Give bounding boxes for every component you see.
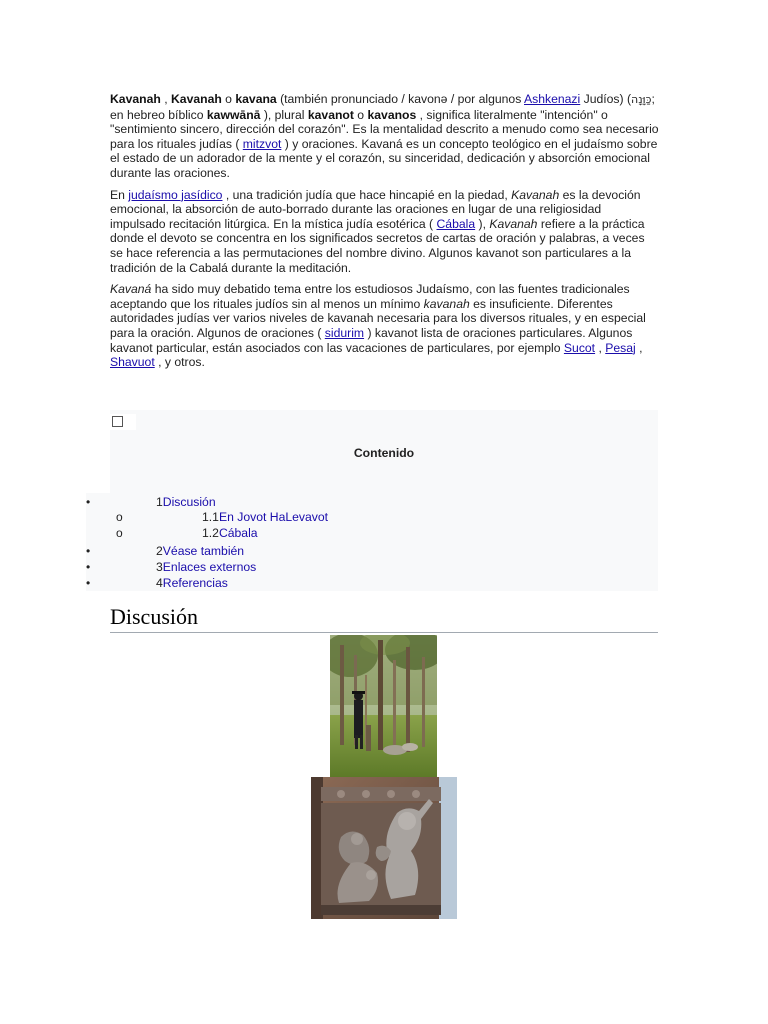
toc-number: 1.2 [202,526,219,540]
text: , significa literalmente "intención" o "sentimiento sincero, dirección del corazón". Es la mentalidad descrito a menudo como sea necesario para los rituales judías ( [110,107,659,151]
text: ), [475,216,490,231]
bullet-icon: • [86,576,91,590]
toc-toggle-checkbox[interactable] [110,414,136,430]
article-body [110,92,660,377]
circle-bullet-icon: o [116,526,123,540]
text: es la devoción emocional, la absorción de auto-borrado durante las oraciones en lugar de una religiosidad impulsado recitación litúrgica. En la mística judía esotérica ( [110,187,641,231]
toc-link[interactable]: En Jovot HaLevavot [218,510,329,524]
toc-number: 1.1 [202,510,219,524]
toc-number: 2 [156,544,163,558]
term-bold: Kavanah [110,92,161,106]
text: ) y oraciones. Kavaná es un concepto teológico en el judaísmo sobre el estado de un adorador de la mente y el corazón, su sinceridad, dedicación y absorción emocional durante las oraciones. [110,136,658,180]
text: o [221,92,236,106]
text: ), plural [260,107,308,122]
toc-gap [86,475,110,493]
text: , [635,340,643,355]
link-ashkenazi[interactable]: Ashkenazi [524,92,581,106]
text: refiere a la práctica donde el devoto se concentra en los significados secretos de cartas de oración y palabras, a veces se hace referencia a las permutaciones del nombre divino. Algunos kavanot son particulares a la tradición de la Cabalá durante la meditación. [110,216,645,275]
text: En [110,187,129,202]
bullet-icon: • [86,495,91,509]
term-bold: kavanot [307,107,354,122]
paragraph-debate [110,282,660,370]
text: , [595,340,606,355]
term-bold: kavana [235,92,277,106]
text: , y otros. [154,355,205,370]
toc-item[interactable] [86,544,245,558]
link-cabala[interactable]: Cábala [436,216,476,231]
toc-number: 1 [156,495,163,509]
term-italic: Kavanah [511,187,560,202]
table-of-contents [86,410,658,591]
toc-subitem[interactable] [116,510,329,524]
text: o [353,107,368,122]
link-pesaj[interactable]: Pesaj [605,340,636,355]
toc-link[interactable]: Véase también [162,544,245,558]
link-mitzvot[interactable]: mitzvot [242,136,282,151]
term-italic: Kavaná [110,282,152,297]
text: , [160,92,171,106]
text: ; en hebreo bíblico [110,92,655,122]
link-sucot[interactable]: Sucot [563,340,596,355]
toc-number: 4 [156,576,163,590]
toc-subitem[interactable] [116,526,258,540]
text: ) kavanot lista de oraciones particulares. Algunos kavanot particular, están asociados con las vacaciones de particulares, por ejemplo [110,325,633,355]
term-bold: Kavanah [170,92,222,106]
text: , una tradición judía que hace hincapié en la piedad, [222,187,512,202]
toc-gap [86,410,110,475]
forest-prayer-image [330,635,437,777]
section-heading: Discusión [110,604,658,633]
term-bold: kavanos [367,107,417,122]
hebrew-word: כַּוָּנָה [631,93,652,106]
term-bold: kawwānā [206,107,261,122]
link-judaismo-jasidico[interactable]: judaísmo jasídico [128,187,223,202]
term-italic: kavanah [423,296,470,311]
bullet-icon: • [86,560,91,574]
paragraph-hasidic [110,188,660,276]
toc-item[interactable] [86,495,216,509]
toc-number: 3 [156,560,163,574]
text: ha sido muy debatido tema entre los estudiosos Judaísmo, con las fuentes tradicionales aceptando que los rituales judíos sin al menos un mínimo [110,282,630,311]
toc-link[interactable]: Enlaces externos [162,560,257,574]
link-sidurim[interactable]: sidurim [324,325,365,340]
toc-link[interactable]: Discusión [162,495,216,509]
toc-title: Contenido [353,446,415,460]
text: (también pronunciado / kavonə / por algunos [276,92,524,106]
circle-bullet-icon: o [116,510,123,524]
toc-link[interactable]: Referencias [162,576,228,590]
text: es insuficiente. Diferentes autoridades judías ver varios niveles de kavanah necesaria para los diversos rituales, y en especial para la oración. Algunos de oraciones ( [110,296,646,340]
term-italic: Kavanah [489,216,538,231]
paragraph-intro [110,92,660,181]
toc-item[interactable] [86,560,257,574]
toc-link[interactable]: Cábala [218,526,258,540]
link-shavuot[interactable]: Shavuot [110,355,155,370]
stone-relief-image [311,777,457,919]
text: Judíos) ( [580,92,632,106]
checkbox-icon [112,416,123,427]
toc-item[interactable] [86,576,228,590]
bullet-icon: • [86,544,91,558]
